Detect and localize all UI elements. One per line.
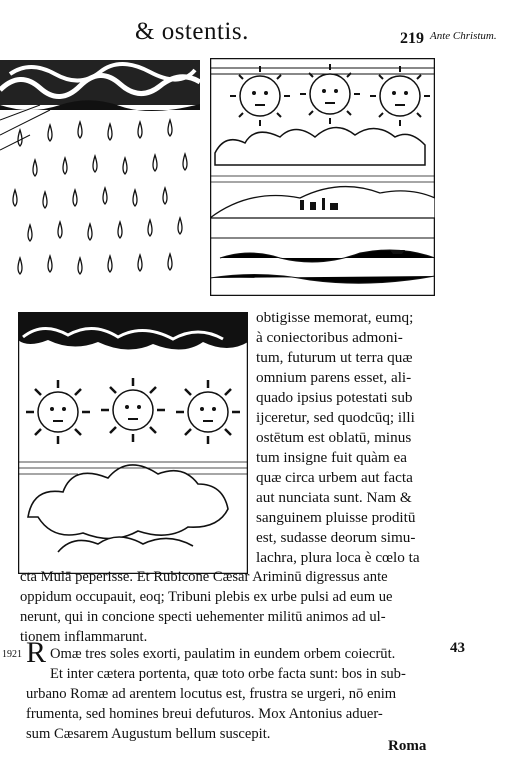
body-line-f3: nerunt, qui in concione specti uehementer militū animos ad ul- (20, 609, 386, 625)
margin-note-ante-christum: Ante Christum. (430, 30, 497, 42)
body-line-r13: lachra, plura loca è cœlo ta (256, 549, 420, 566)
body-line-r9: quæ circa urbem aut facta (256, 469, 413, 486)
three-suns-clouds-woodcut (18, 312, 248, 574)
body-line-f1: cta Mulā peperisse. Et Rubicone Cæsar Ariminū digressus ante (20, 569, 388, 585)
body-line-r6: ijceretur, sed quodcūq; illi (256, 409, 415, 426)
body-line-p2-4: frumenta, sed homines breui defuturos. Mox Antonius aduer- (26, 706, 383, 722)
running-head-title: & ostentis. (135, 18, 249, 45)
body-line-f2: oppidum occupauit, eoq; Tribuni plebis ex urbe pulsi ad eum ue (20, 589, 393, 605)
body-line-p2-2: Et inter cætera portenta, quæ toto orbe facta sunt: bos in sub- (50, 666, 406, 682)
body-line-r12: est, sudasse deorum simu- (256, 529, 416, 546)
body-line-r4: omnium parens esset, ali- (256, 369, 412, 386)
body-line-r3: tum, futurum ut terra quæ (256, 349, 413, 366)
body-line-r7: ostētum est oblatū, minus (256, 429, 412, 446)
body-line-p2-5: sum Cæsarem Augustum bellum suscepit. (26, 726, 271, 742)
initial-letter: R (26, 636, 47, 669)
body-line-r1: obtigisse memorat, eumq; (256, 309, 414, 326)
body-line-r11: sanguinem pluisse proditū (256, 509, 416, 526)
rain-woodcut (0, 60, 200, 295)
body-line-r10: aut nunciata sunt. Nam & (256, 489, 412, 506)
body-line-r8: tum insigne fuit quàm ea (256, 449, 407, 466)
margin-year: 1921 (2, 649, 22, 660)
body-line-r5: quado ipsius potestati sub (256, 389, 413, 406)
body-line-p2-1: Omæ tres soles exorti, paulatim in eundem orbem coiecrūt. (50, 646, 396, 662)
margin-number: 43 (450, 640, 465, 656)
page-number: 219 (400, 30, 424, 47)
catchword: Roma (388, 738, 427, 754)
three-suns-landscape-woodcut (210, 58, 435, 296)
body-line-r2: à coniectoribus admoni- (256, 329, 403, 346)
body-line-p2-3: urbano Romæ ad arentem locutus est, frustra se urgeri, nō enim (26, 686, 397, 702)
body-line-f4: tionem inflammarunt. (20, 629, 148, 645)
